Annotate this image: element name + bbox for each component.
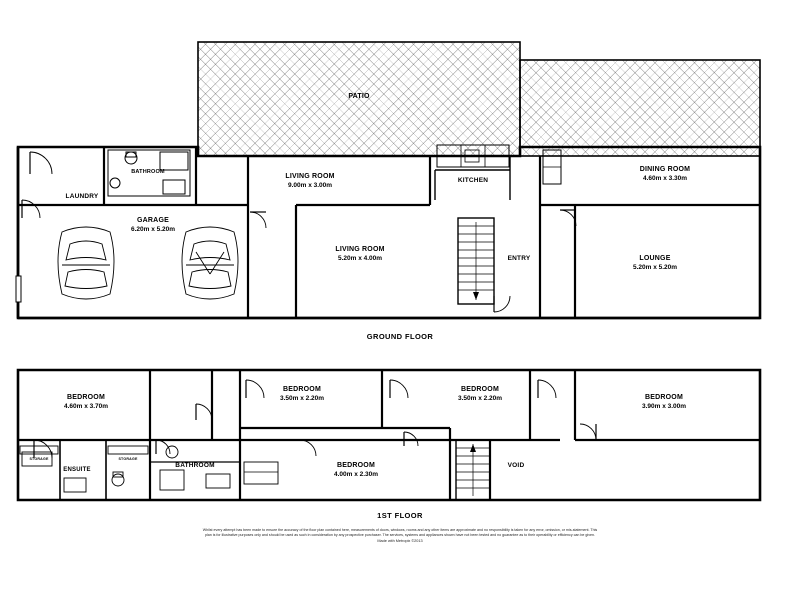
- disclaimer-block: [200, 528, 600, 545]
- room-name: ENTRY: [507, 255, 531, 262]
- room-name: VOID: [507, 462, 525, 469]
- room-label-bedroom-2: [246, 385, 358, 403]
- room-name: BEDROOM: [283, 386, 321, 393]
- room-label-living-room-1: [255, 172, 365, 190]
- room-name: GARAGE: [137, 217, 169, 224]
- room-dimensions: 3.50m x 2.20m: [457, 395, 503, 402]
- room-name: LAUNDRY: [65, 193, 99, 200]
- room-name: LOUNGE: [639, 255, 671, 262]
- room-name: BATHROOM: [131, 169, 165, 175]
- room-label-entry: [496, 254, 542, 263]
- room-name: STORAGE: [29, 457, 49, 461]
- room-label-bedroom-3: [424, 385, 536, 403]
- room-name: BATHROOM: [175, 462, 215, 469]
- room-label-bedroom-4: [608, 393, 720, 411]
- room-label-bedroom-5: [300, 461, 412, 479]
- room-dimensions: 5.20m x 5.20m: [632, 264, 678, 271]
- room-name: KITCHEN: [457, 177, 489, 184]
- room-label-living-room-2: [305, 245, 415, 263]
- room-dimensions: 4.60m x 3.70m: [63, 403, 109, 410]
- room-label-ensuite: [42, 466, 112, 475]
- room-label-dining-room: [610, 165, 720, 183]
- room-label-lounge: [600, 254, 710, 272]
- room-dimensions: 9.00m x 3.00m: [287, 182, 333, 189]
- room-dimensions: 6.20m x 5.20m: [130, 226, 176, 233]
- room-label-void: [492, 461, 540, 470]
- room-name: LIVING ROOM: [335, 246, 385, 253]
- patio-hatch-area-right: [520, 60, 760, 156]
- room-name: BEDROOM: [645, 394, 683, 401]
- room-label-garage: [108, 216, 198, 234]
- disclaimer-text: Whilst every attempt has been made to ensure the accuracy of the floor plan contained here, measurements of doors, windows, rooms and any other items are approximate and no responsibility is taken for any error, omission, or mis-statement. This plan is for illustrative purposes only and should be used as such in consideration by any prospective purchaser. The services, systems and appliances shown have not been tested and no guarantee as to their operability or efficiency can be given.: [202, 528, 598, 538]
- room-name: PATIO: [348, 93, 370, 100]
- room-name: BEDROOM: [461, 386, 499, 393]
- room-name: STORAGE: [118, 457, 138, 461]
- room-name: BEDROOM: [337, 462, 375, 469]
- ground-floor-title: GROUND FLOOR: [366, 332, 434, 341]
- room-label-storage-1: [18, 455, 60, 464]
- room-dimensions: 4.60m x 3.30m: [642, 175, 688, 182]
- room-label-bedroom-1: [28, 393, 144, 411]
- room-label-storage-2: [106, 455, 150, 464]
- room-name: LIVING ROOM: [285, 173, 335, 180]
- room-label-laundry: [42, 192, 122, 201]
- room-label-bathroom-ground: [108, 168, 188, 177]
- room-label-kitchen: [437, 176, 509, 185]
- room-dimensions: 4.00m x 2.30m: [333, 471, 379, 478]
- room-name: BEDROOM: [67, 394, 105, 401]
- first-floor-title: 1ST FLOOR: [377, 511, 423, 520]
- room-label-bathroom-first: [150, 461, 240, 470]
- room-name: DINING ROOM: [639, 166, 691, 173]
- made-with-text: Made with Metropix ©2013: [377, 539, 423, 544]
- room-dimensions: 5.20m x 4.00m: [337, 255, 383, 262]
- room-label-patio: [314, 92, 404, 101]
- room-name: ENSUITE: [63, 467, 91, 473]
- room-dimensions: 3.50m x 2.20m: [279, 395, 325, 402]
- room-dimensions: 3.90m x 3.00m: [641, 403, 687, 410]
